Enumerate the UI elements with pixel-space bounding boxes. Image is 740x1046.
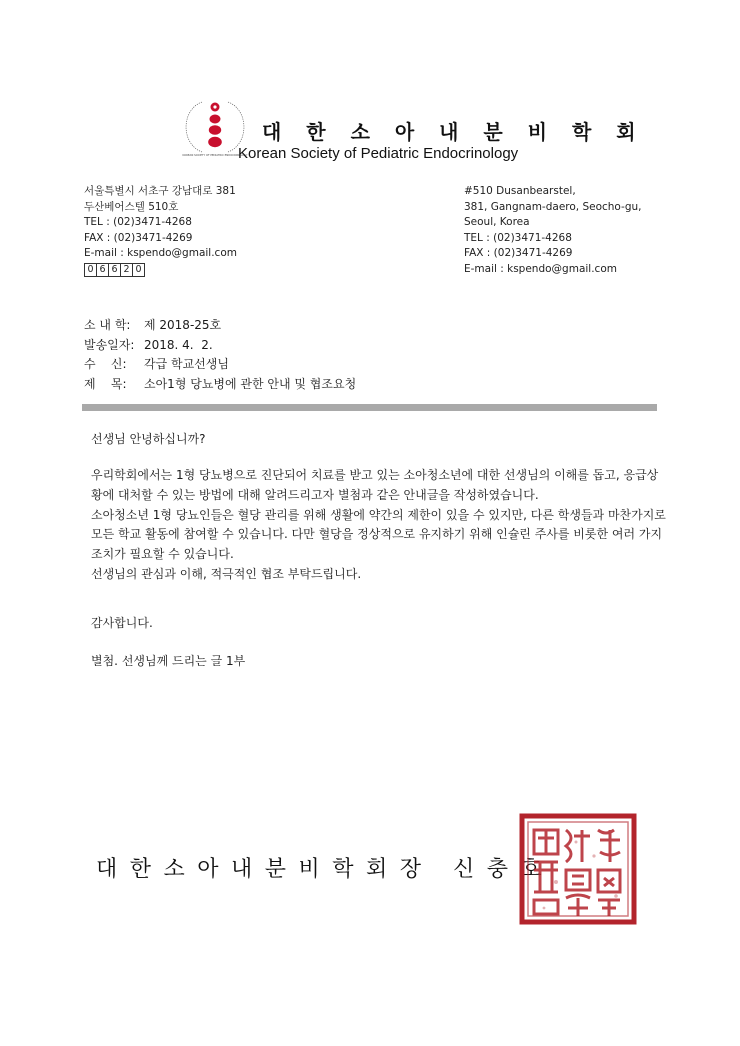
zip-digit: 2 [120,263,133,277]
recipient-row [84,355,356,375]
society-logo-icon [182,96,248,158]
postal-code [84,263,237,277]
body-paragraph: 선생님의 관심과 이해, 적극적인 협조 부탁드립니다. [91,566,362,581]
letter-body [91,466,666,585]
signer-name: 대한소아내분비학회장 신충호 [96,857,555,882]
subject: 소아1형 당뇨병에 관한 안내 및 협조요청 [144,376,357,391]
recipient-label: 수 신: [84,357,127,371]
zip-digit: 0 [132,263,145,277]
org-name-en: Korean Society of Pediatric Endocrinology [238,145,519,162]
date-row [84,336,356,356]
address-ko-line1: 서울특별시 서초구 강남대로 381 [84,185,236,197]
address-en [464,184,642,278]
section-divider [82,404,657,411]
body-paragraph: 소아청소년 1형 당뇨인들은 혈당 관리를 위해 생활에 약간의 제한이 있을 수 있지만, 다른 학생들과 마찬가지로 모든 학교 활동에 참여할 수 있습니다. 다만 혈당을 정상적으로 유지하기 위해 인슐린 주사를 비롯한 여러 가지 조치가 필요할 수 있습니다. [91,507,666,562]
address-ko-fax: FAX : (02)3471-4269 [84,231,193,244]
address-en-fax: FAX : (02)3471-4269 [464,247,573,260]
address-en-email: E-mail : kspendo@gmail.com [464,262,617,275]
org-name-ko: 대 한 소 아 내 분 비 학 회 [262,120,645,144]
address-ko [84,184,237,277]
address-ko-line2: 두산베어스텔 510호 [84,200,179,213]
doc-number-row [84,316,356,336]
address-ko-tel: TEL : (02)3471-4268 [84,216,192,229]
subject-row [84,375,356,395]
address-en-line2: 381, Gangnam-daero, Seocho-gu, [464,200,642,213]
doc-number: 제 2018-25호 [144,318,222,332]
address-en-line3: Seoul, Korea [464,216,530,229]
address-en-line1: #510 Dusanbearstel, [464,185,576,197]
doc-number-label: 소 내 학: [84,318,131,332]
date-label: 발송일자: [84,337,135,352]
logo-ring-text: KOREAN SOCIETY OF PEDIATRIC ENDOCRINOLOGY [182,154,248,157]
body-paragraph: 우리학회에서는 1형 당뇨병으로 진단되어 치료를 받고 있는 소아청소년에 대한 선생님의 이해를 돕고, 응급상황에 대처할 수 있는 방법에 대해 알려드리고자 별첨과 같은 안내글을 작성하였습니다. [91,468,659,502]
send-date: 2018. 4. 2. [144,337,213,352]
zip-digit: 6 [96,263,109,277]
subject-label: 제 목: [84,376,127,391]
recipient: 각급 학교선생님 [144,357,229,371]
zip-digit: 0 [84,263,97,277]
document-meta [84,316,356,394]
address-en-tel: TEL : (02)3471-4268 [464,231,572,244]
address-ko-email: E-mail : kspendo@gmail.com [84,247,237,260]
official-seal-icon [516,812,640,928]
attachment-note: 별첨. 선생님께 드리는 글 1부 [91,654,246,668]
closing: 감사합니다. [91,616,153,630]
zip-digit: 6 [108,263,121,277]
greeting: 선생님 안녕하십니까? [91,432,206,446]
